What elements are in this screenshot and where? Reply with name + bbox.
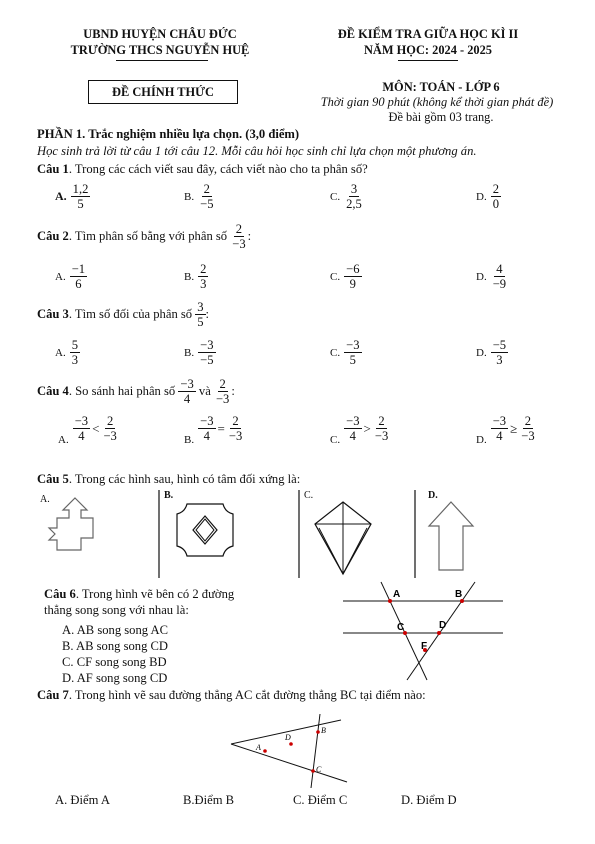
question-3-text: . Tìm số đối của phân số [68,307,193,322]
fraction: $\frac{-3}{-5}$ [200,338,214,368]
q7-diagram [225,708,350,790]
question-5 [37,472,300,487]
option-label: C. [330,190,341,203]
q1-option-a[interactable] [55,182,90,212]
q7-option-b[interactable]: B.Điểm B [183,793,235,807]
q4-option-d[interactable] [476,414,537,444]
q3-option-a[interactable] [55,338,80,368]
fraction: $\frac{2}{-5}$ [200,182,214,212]
question-6-text1: . Trong hình vẽ bên có 2 đường [75,587,235,601]
question-2-text: . Tìm phân số bằng với phân số [68,229,228,244]
part1-instruction: Học sinh trả lời từ câu 1 tới câu 12. Mỗi câu hỏi học sinh chỉ lựa chọn một phương án. [37,144,477,158]
exam-title: ĐỀ KIỂM TRA GIỮA HỌC KÌ II [337,27,519,41]
relation-sign: = [217,420,225,436]
question-2 [37,222,251,252]
q2-option-a[interactable] [55,262,87,292]
point-d [437,631,441,635]
q2-option-c[interactable] [330,262,362,292]
question-2-label: Câu 2 [37,229,69,244]
point-f-label: F [421,641,428,652]
figure-c-label: C. [304,490,314,501]
fraction: $\frac{2}{-3}$ [228,414,243,444]
q3-option-b[interactable] [184,338,216,368]
figure-a-label: A. [40,494,50,505]
question-6-text2: thẳng song song với nhau là: [44,603,189,617]
school-year: NĂM HỌC: 2024 - 2025 [363,43,493,57]
option-label: C. [330,270,341,283]
fraction: $\frac{2}{-3}$ [103,414,117,444]
option-label: D. [476,433,487,446]
option-label: B. [184,190,195,203]
relation-sign: > [363,420,371,436]
q6-option-c[interactable]: C. CF song song BD [62,655,167,669]
q2-option-d[interactable] [476,262,508,292]
figure-b-shape[interactable] [177,504,233,556]
question-1-label: Câu 1 [37,162,69,176]
q2-option-b[interactable] [184,262,208,292]
q4-option-a[interactable] [58,414,119,444]
option-label: C. [330,346,341,359]
fraction: $\frac{2}{-3}$ [215,377,230,407]
question-1 [37,162,368,177]
figure-b-label: B. [164,490,174,501]
question-3 [37,300,209,330]
line-ac [231,744,347,782]
figure-d-label: D. [428,490,438,501]
time-line: Thời gian 90 phút (không kể thời gian phát đề) [320,95,554,109]
option-label: B. [184,270,195,283]
q6-option-a[interactable]: A. AB song song AC [62,623,169,637]
question-7-label: Câu 7 [37,688,69,702]
q3-option-d[interactable] [476,338,508,368]
point-a-label: A [256,743,261,752]
option-label: A. [55,189,67,204]
fraction: $\frac{2}{3}$ [200,262,207,292]
q3-option-c[interactable] [330,338,362,368]
school-name: TRƯỜNG THCS NGUYỄN HUỆ [70,43,250,57]
q4-option-b[interactable] [184,414,244,444]
question-1-text: . Trong các cách viết sau đây, cách viết nào cho ta phân số? [68,162,368,176]
q6-option-d[interactable]: D. AF song song CD [62,671,168,685]
question-5-label: Câu 5 [37,472,69,486]
fraction: $\frac{3}{2,5}$ [346,182,362,212]
conjunction: và [198,384,211,399]
relation-sign: < [92,420,100,436]
fraction: $\frac{-3}{4}$ [492,414,507,444]
fraction: $\frac{5}{3}$ [71,338,78,368]
question-4-label: Câu 4 [37,384,69,399]
fraction: $\frac{3}{5}$ [197,300,204,330]
figure-d-shape[interactable] [429,502,473,570]
point-c-label: C [316,765,322,774]
fraction: $\frac{-5}{3}$ [492,338,507,368]
point-c [311,769,315,773]
figure-c-shape[interactable] [315,502,371,574]
fraction: $\frac{4}{-9}$ [492,262,507,292]
point-d-label: D [439,620,447,631]
question-4-text: . So sánh hai phân số [68,384,176,399]
option-label: D. [476,346,487,359]
pages-line: Đề bài gồm 03 trang. [388,110,494,124]
q1-option-d[interactable] [476,182,501,212]
part1-title: PHẦN 1. Trắc nghiệm nhiều lựa chọn. (3,0 điểm) [37,127,300,141]
fraction: $\frac{-3}{4}$ [200,414,214,444]
relation-sign: ≥ [510,420,518,436]
option-label: A. [58,433,69,446]
point-a [263,749,267,753]
option-label: C. [330,433,341,446]
q1-option-b[interactable] [184,182,216,212]
subject-line: MÔN: TOÁN - LỚP 6 [382,80,500,94]
colon: : [247,229,252,244]
fraction: $\frac{-3}{4}$ [346,414,360,444]
q6-diagram [335,578,515,682]
figure-a-shape[interactable] [49,498,93,550]
fraction: $\frac{2}{0}$ [492,182,499,212]
question-5-text: . Trong các hình sau, hình có tâm đối xứng là: [68,472,301,486]
fraction: $\frac{1,2}{5}$ [72,182,89,212]
q7-option-c[interactable]: C. Điểm C [293,793,348,807]
q6-option-b[interactable]: B. AB song song CD [62,639,169,653]
school-underline [116,60,208,61]
fraction: $\frac{-3}{5}$ [346,338,360,368]
question-6-label: Câu 6 [44,587,76,601]
question-6 [44,586,234,618]
fraction: $\frac{-6}{9}$ [346,262,360,292]
year-underline [398,60,458,61]
point-a [388,599,392,603]
point-c-label: C [397,622,405,633]
fraction: $\frac{2}{-3}$ [232,222,246,252]
option-label: A. [55,270,66,283]
point-b-label: B [455,589,463,600]
q5-figures [37,488,557,580]
question-7-text: . Trong hình vẽ sau đường thẳng AC cắt đường thẳng BC tại điểm nào: [68,688,426,702]
option-label: D. [476,190,487,203]
point-d-label: D [285,733,291,742]
q1-option-c[interactable] [330,182,364,212]
point-b [316,730,320,734]
question-3-label: Câu 3 [37,307,69,322]
option-label: B. [184,346,195,359]
fraction: $\frac{-3}{4}$ [74,414,89,444]
option-label: B. [184,433,195,446]
question-7 [37,688,426,703]
fraction: $\frac{2}{-3}$ [521,414,535,444]
q4-option-c[interactable] [330,414,390,444]
colon: : [205,307,210,322]
point-d [289,742,293,746]
point-a-label: A [393,589,401,600]
official-stamp: ĐỀ CHÍNH THỨC [88,80,238,104]
q7-option-d[interactable]: D. Điểm D [401,793,457,807]
colon: : [231,384,235,399]
question-4 [37,377,235,407]
line-bf [407,582,475,680]
option-label: D. [476,270,487,283]
fraction: $\frac{-1}{6}$ [71,262,86,292]
option-label: A. [55,346,66,359]
fraction: $\frac{2}{-3}$ [374,414,389,444]
q7-option-a[interactable]: A. Điểm A [55,793,110,807]
fraction: $\frac{-3}{4}$ [180,377,194,407]
point-b-label: B [321,726,326,735]
department-name: UBND HUYỆN CHÂU ĐỨC [83,27,237,41]
